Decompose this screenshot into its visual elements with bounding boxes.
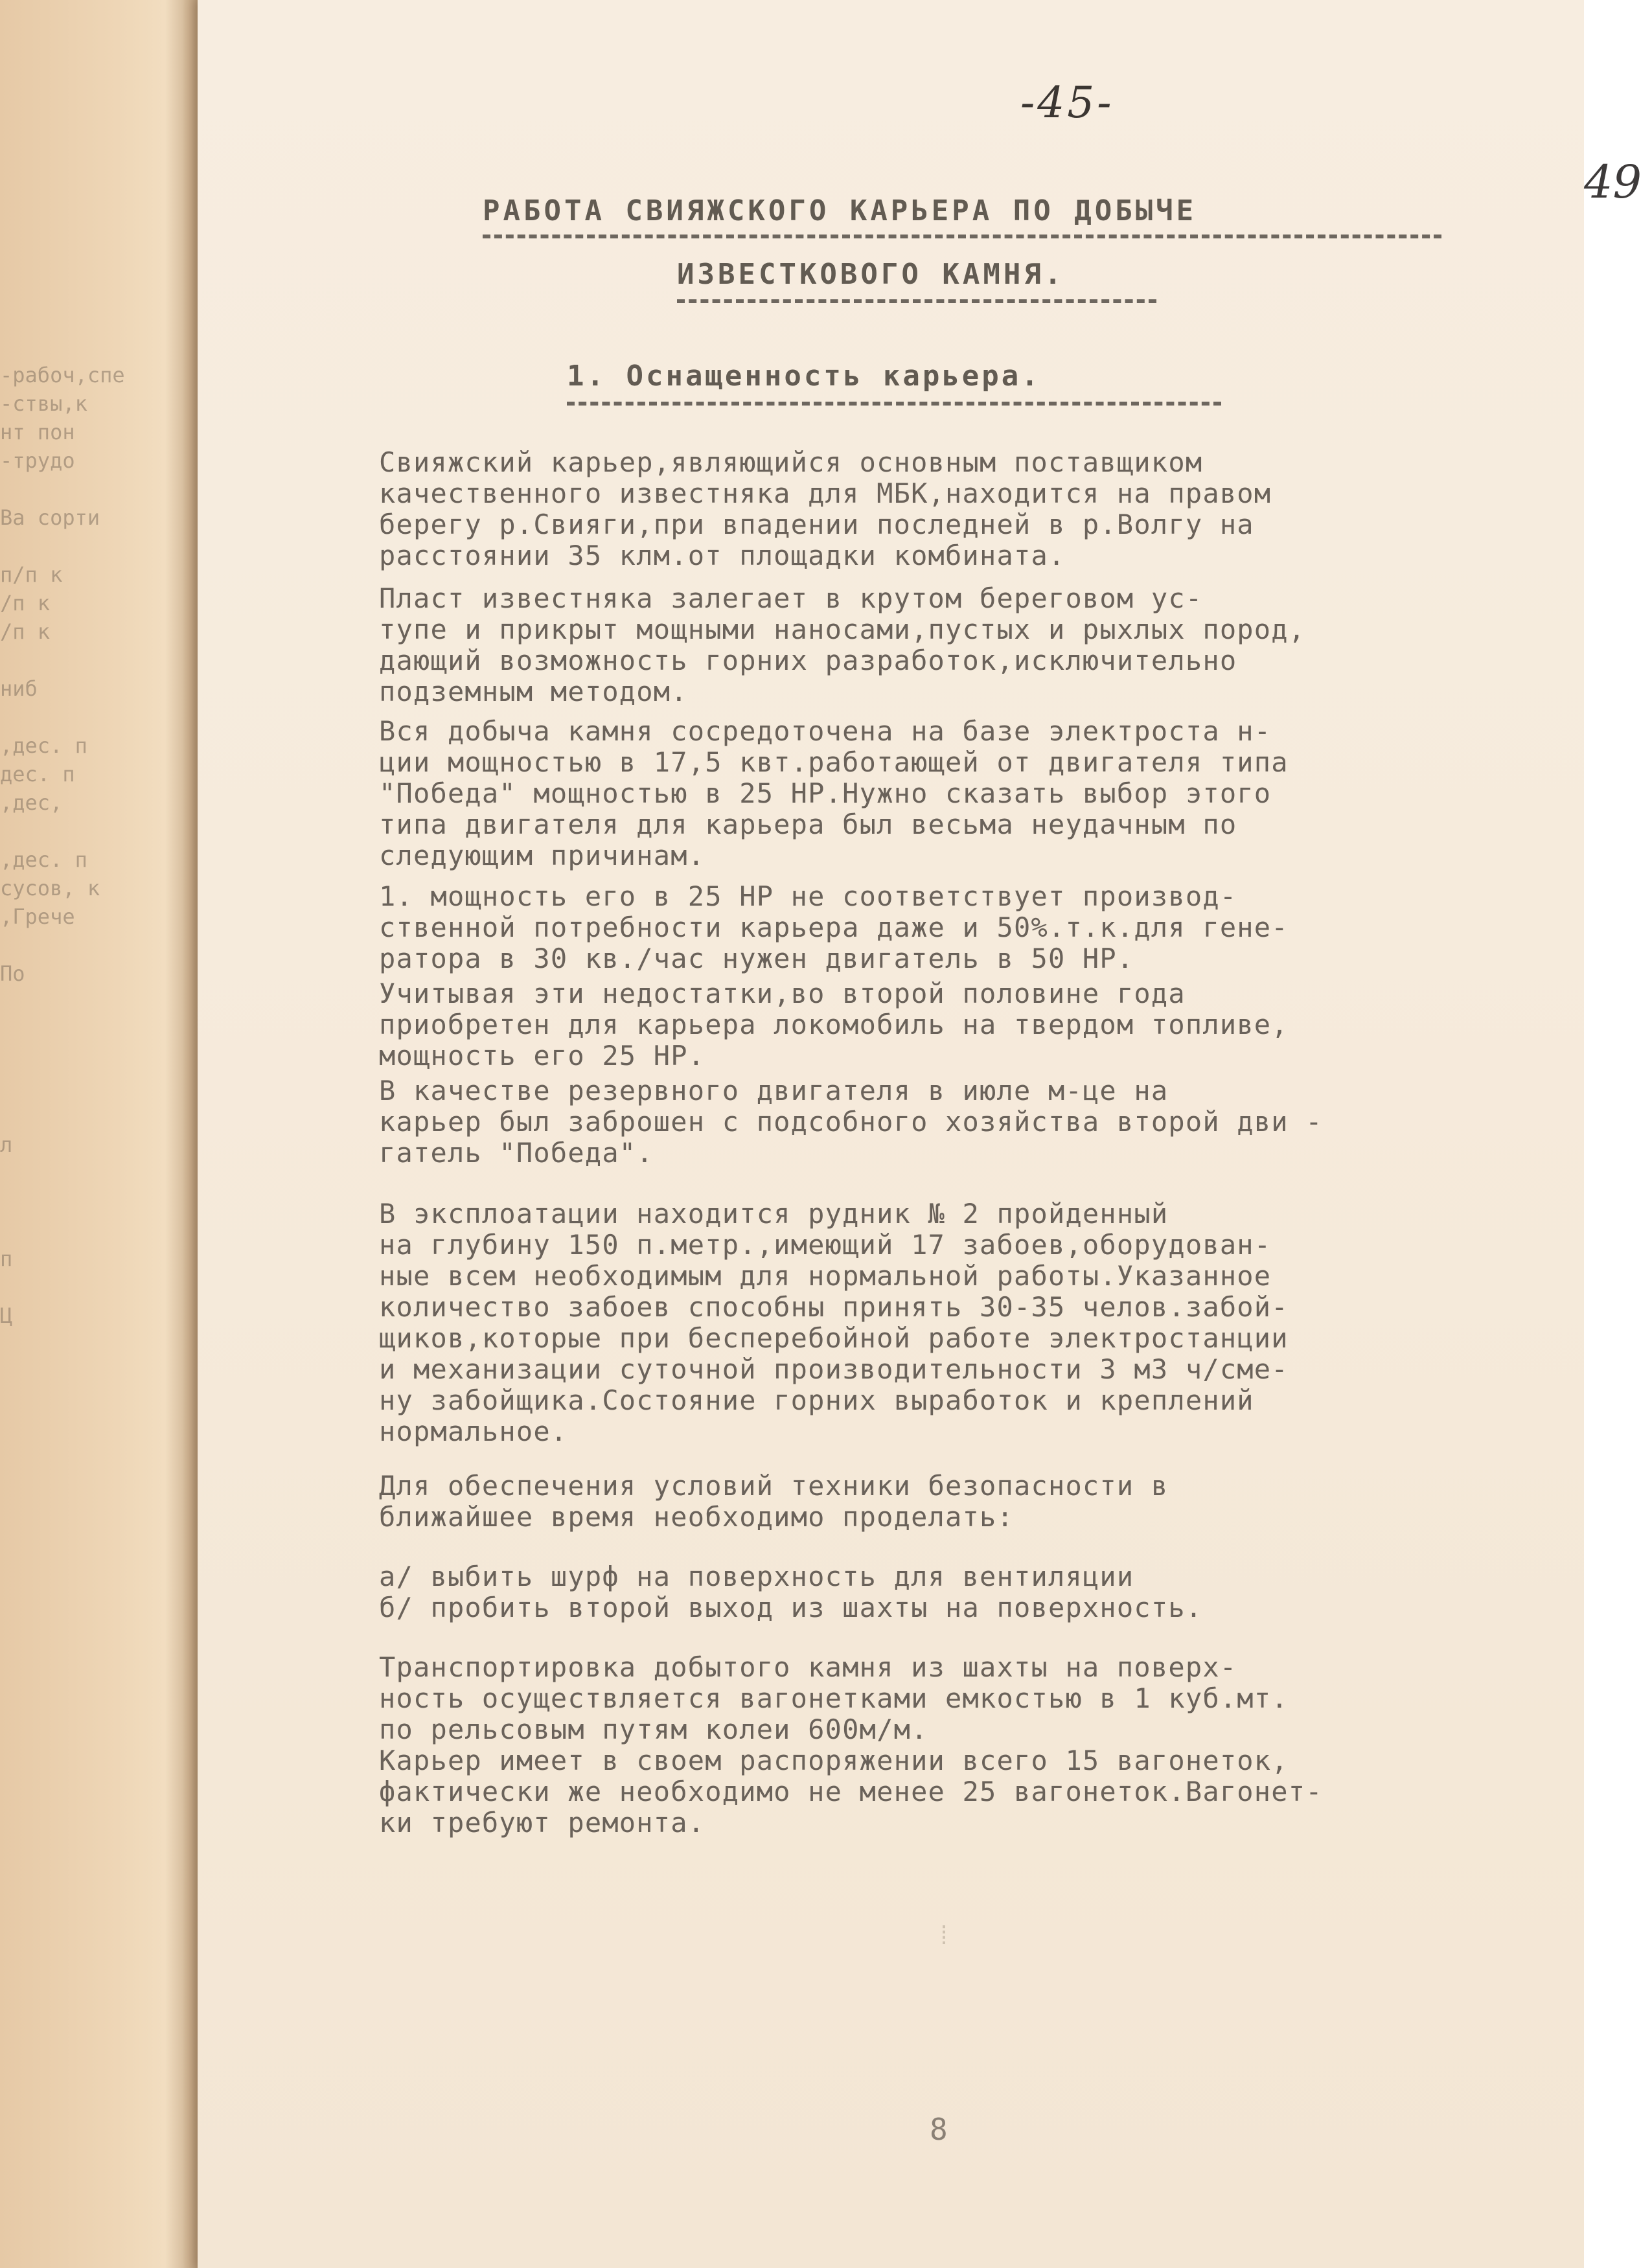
paragraph	[379, 1198, 1652, 1447]
text-line: дающий возможность горних разработок,исключительно	[379, 645, 1237, 676]
adjacent-page-fragment: Ц	[0, 1303, 13, 1328]
fold-mark: ⁞	[936, 1921, 952, 1951]
text-line: следующим причинам.	[379, 840, 706, 871]
adjacent-page-fragment	[0, 705, 162, 733]
text-line: Учитывая эти недостатки,во второй половине года	[379, 978, 1186, 1009]
adjacent-page-fragment: -рабоч,спе	[0, 363, 125, 387]
paragraph	[379, 978, 1652, 1071]
adjacent-page-fragment	[0, 990, 162, 1018]
adjacent-page-fragment: ,Грече	[0, 904, 75, 929]
adjacent-page-text	[0, 363, 162, 1332]
adjacent-page-fragment: ниб	[0, 676, 38, 701]
text-line: карьер был заброшен с подсобного хозяйства второй дви -	[379, 1106, 1323, 1138]
adjacent-page-fragment	[0, 1218, 162, 1246]
paragraph	[379, 1075, 1652, 1169]
text-line: нормальное.	[379, 1415, 568, 1447]
text-line: количество забоев способны принять 30-35 челов.забой-	[379, 1291, 1289, 1323]
paragraph	[379, 1652, 1652, 1838]
document-title-line-1: РАБОТА СВИЯЖСКОГО КАРЬЕРА ПО ДОБЫЧЕ	[483, 194, 1197, 227]
text-line: и механизации суточной производительности 3 м3 ч/сме-	[379, 1353, 1289, 1385]
adjacent-page-fragment	[0, 1189, 162, 1218]
title-underline-1	[483, 235, 1441, 244]
section-heading-underline	[567, 402, 1221, 411]
adjacent-page-fragment: п	[0, 1246, 13, 1271]
adjacent-page-fragment	[0, 1075, 162, 1104]
text-line: ну забойщика.Состояние горних выработок и креплений	[379, 1384, 1254, 1416]
adjacent-page-fragment: По	[0, 961, 25, 986]
paragraph	[379, 881, 1652, 974]
adjacent-page-fragment	[0, 648, 162, 676]
adjacent-page-fragment	[0, 1018, 162, 1047]
text-line: Вся добыча камня сосредоточена на базе электроста н-	[379, 715, 1272, 747]
text-line: щиков,которые при бесперебойной работе электростанции	[379, 1322, 1289, 1354]
text-line: ратора в 30 кв./час нужен двигатель в 50 НР.	[379, 943, 1134, 974]
document-content	[198, 0, 1642, 2268]
adjacent-page-fragment: Ва сорти	[0, 505, 100, 530]
text-line: В качестве резервного двигателя в июле м-це на	[379, 1075, 1169, 1106]
adjacent-page-fragment: сусов, к	[0, 876, 100, 900]
text-line: а/ выбить шурф на поверхность для вентиляции	[379, 1561, 1134, 1592]
paragraph	[379, 1561, 1652, 1623]
text-line: берегу р.Свияги,при впадении последней в р.Волгу на	[379, 509, 1254, 540]
adjacent-page-fragment	[0, 534, 162, 562]
adjacent-page-fragment: /п к	[0, 619, 51, 644]
footer-mark: 8	[930, 2112, 948, 2147]
text-line: "Победа" мощностью в 25 НР.Нужно сказать выбор этого	[379, 777, 1272, 809]
page-number: -45-	[1020, 78, 1114, 128]
text-line: ки требуют ремонта.	[379, 1807, 706, 1838]
document-title-line-2: ИЗВЕСТКОВОГО КАМНЯ.	[677, 258, 1065, 291]
paragraph	[379, 716, 1652, 871]
text-line: ность осуществляется вагонетками емкостью в 1 куб.мт.	[379, 1682, 1289, 1714]
text-line: мощность его 25 НР.	[379, 1040, 706, 1071]
adjacent-page-fragment	[0, 477, 162, 505]
text-line: фактически же необходимо не менее 25 вагонеток.Вагонет-	[379, 1776, 1323, 1807]
adjacent-page-fragment: п/п к	[0, 562, 63, 587]
text-line: В эксплоатации находится рудник № 2 пройденный	[379, 1198, 1169, 1230]
text-line: качественного известняка для МБК,находится на правом	[379, 477, 1272, 509]
text-line: ственной потребности карьера даже и 50%.т.к.для гене-	[379, 911, 1289, 943]
section-heading: 1. Оснащенность карьера.	[567, 360, 1041, 393]
text-line: Пласт известняка залегает в крутом береговом ус-	[379, 582, 1203, 614]
archive-folio-number: 49	[1584, 155, 1642, 209]
adjacent-page-fragment: ,дес. п	[0, 847, 87, 872]
adjacent-page-fragment: ,дес,	[0, 790, 63, 815]
adjacent-page-fragment: -трудо	[0, 448, 75, 473]
adjacent-page-fragment: л	[0, 1132, 13, 1157]
text-line: ные всем необходимым для нормальной работы.Указанное	[379, 1260, 1272, 1292]
adjacent-page-fragment	[0, 1275, 162, 1303]
text-line: подземным методом.	[379, 676, 688, 707]
text-line: приобретен для карьера локомобиль на твердом топливе,	[379, 1009, 1289, 1040]
text-line: тупе и прикрыт мощными наносами,пустых и рыхлых пород,	[379, 613, 1306, 645]
adjacent-page-fragment	[0, 1104, 162, 1132]
text-line: Транспортировка добытого камня из шахты на поверх-	[379, 1651, 1237, 1683]
adjacent-page-fragment	[0, 819, 162, 847]
text-line: типа двигателя для карьера был весьма неудачным по	[379, 808, 1237, 840]
adjacent-page-fragment: -ствы,к	[0, 391, 87, 416]
adjacent-page-fragment: нт пон	[0, 420, 75, 444]
text-line: ближайшее время необходимо проделать:	[379, 1501, 1014, 1533]
text-line: ции мощностью в 17,5 квт.работающей от двигателя типа	[379, 746, 1289, 778]
paragraph	[379, 583, 1652, 707]
adjacent-page-fragment: дес. п	[0, 762, 75, 786]
text-line: Карьер имеет в своем распоряжении всего 15 вагонеток,	[379, 1745, 1289, 1776]
text-line: на глубину 150 п.метр.,имеющий 17 забоев,оборудован-	[379, 1229, 1272, 1261]
text-line: Свияжский карьер,являющийся основным поставщиком	[379, 446, 1203, 478]
adjacent-page-fragment: /п к	[0, 591, 51, 615]
text-line: расстоянии 35 клм.от площадки комбината.	[379, 540, 1066, 571]
adjacent-page-fragment	[0, 1161, 162, 1189]
adjacent-page-fragment	[0, 1047, 162, 1075]
text-line: гатель "Победа".	[379, 1137, 654, 1169]
text-line: 1. мощность его в 25 НР не соответствует производ-	[379, 880, 1237, 912]
text-line: Для обеспечения условий техники безопасности в	[379, 1470, 1169, 1502]
paragraph	[379, 1471, 1652, 1533]
adjacent-page-fragment: ,дес. п	[0, 733, 87, 758]
text-line: б/ пробить второй выход из шахты на поверхность.	[379, 1592, 1203, 1623]
title-underline-2	[677, 299, 1156, 308]
adjacent-page-fragment	[0, 933, 162, 961]
text-line: по рельсовым путям колеи 600м/м.	[379, 1713, 928, 1745]
paragraph	[379, 447, 1652, 571]
